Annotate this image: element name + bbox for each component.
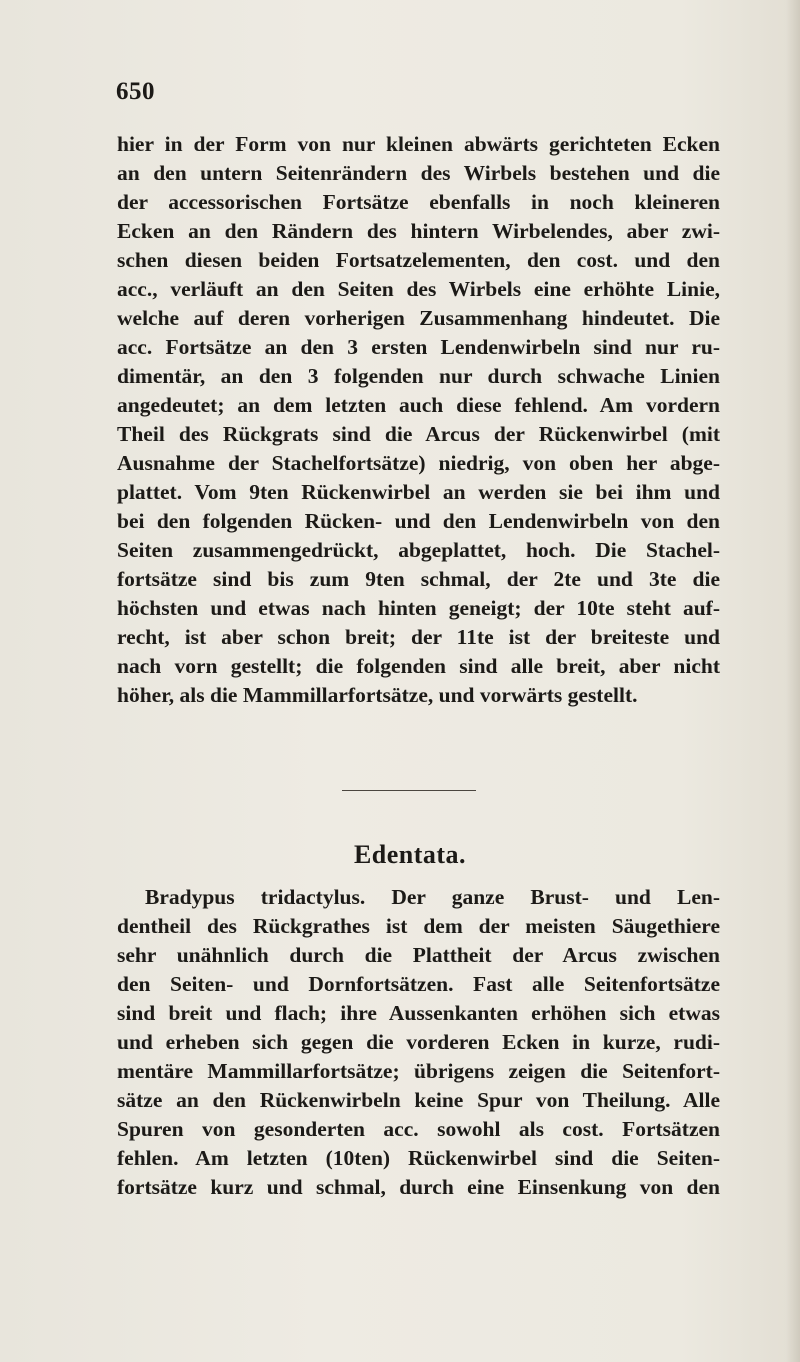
page-edge-shadow [786, 0, 800, 1362]
paragraph-bradypus [117, 883, 720, 1202]
text-line: sätze an den Rückenwirbeln keine Spur von Theilung. Alle [117, 1088, 720, 1112]
text-line: fortsätze kurz und schmal, durch eine Einsenkung von den [117, 1175, 720, 1199]
text-line: angedeutet; an dem letzten auch diese fehlend. Am vordern [117, 393, 720, 417]
text-line: plattet. Vom 9ten Rückenwirbel an werden sie bei ihm und [117, 480, 720, 504]
text-line: hier in der Form von nur kleinen abwärts gerichteten Ecken [117, 132, 720, 156]
text-line: acc., verläuft an den Seiten des Wirbels eine erhöhte Linie, [117, 277, 720, 301]
text-line: recht, ist aber schon breit; der 11te ist der breiteste und [117, 625, 720, 649]
text-line: sind breit und flach; ihre Aussenkanten erhöhen sich etwas [117, 1001, 720, 1025]
text-line: schen diesen beiden Fortsatzelementen, den cost. und den [117, 248, 720, 272]
text-line: an den untern Seitenrändern des Wirbels bestehen und die [117, 161, 720, 185]
text-line: den Seiten- und Dornfortsätzen. Fast alle Seitenfortsätze [117, 972, 720, 996]
paragraph-vertebrae-continued [117, 130, 720, 710]
text-line: Ecken an den Rändern des hintern Wirbelendes, aber zwi- [117, 219, 720, 243]
text-line: Ausnahme der Stachelfortsätze) niedrig, von oben her abge- [117, 451, 720, 475]
section-divider [342, 790, 476, 791]
text-line: höchsten und etwas nach hinten geneigt; der 10te steht auf- [117, 596, 720, 620]
text-line: und erheben sich gegen die vorderen Ecken in kurze, rudi- [117, 1030, 720, 1054]
text-line: Spuren von gesonderten acc. sowohl als cost. Fortsätzen [117, 1117, 720, 1141]
page-number: 650 [116, 78, 155, 105]
text-line: fehlen. Am letzten (10ten) Rückenwirbel sind die Seiten- [117, 1146, 720, 1170]
text-line: Bradypus tridactylus. Der ganze Brust- und Len- [145, 885, 720, 909]
text-line: Seiten zusammengedrückt, abgeplattet, hoch. Die Stachel- [117, 538, 720, 562]
text-line: fortsätze sind bis zum 9ten schmal, der 2te und 3te die [117, 567, 720, 591]
text-line: höher, als die Mammillarfortsätze, und vorwärts gestellt. [117, 683, 638, 707]
section-heading: Edentata. [353, 840, 467, 869]
text-line: sehr unähnlich durch die Plattheit der Arcus zwischen [117, 943, 720, 967]
text-line: Theil des Rückgrats sind die Arcus der Rückenwirbel (mit [117, 422, 720, 446]
text-line: dimentär, an den 3 folgenden nur durch schwache Linien [117, 364, 720, 388]
text-line: bei den folgenden Rücken- und den Lendenwirbeln von den [117, 509, 720, 533]
text-line: acc. Fortsätze an den 3 ersten Lendenwirbeln sind nur ru- [117, 335, 720, 359]
text-line: nach vorn gestellt; die folgenden sind alle breit, aber nicht [117, 654, 720, 678]
text-line: dentheil des Rückgrathes ist dem der meisten Säugethiere [117, 914, 720, 938]
text-line: welche auf deren vorherigen Zusammenhang hindeutet. Die [117, 306, 720, 330]
text-line: mentäre Mammillarfortsätze; übrigens zeigen die Seitenfort- [117, 1059, 720, 1083]
text-line: der accessorischen Fortsätze ebenfalls in noch kleineren [117, 190, 720, 214]
